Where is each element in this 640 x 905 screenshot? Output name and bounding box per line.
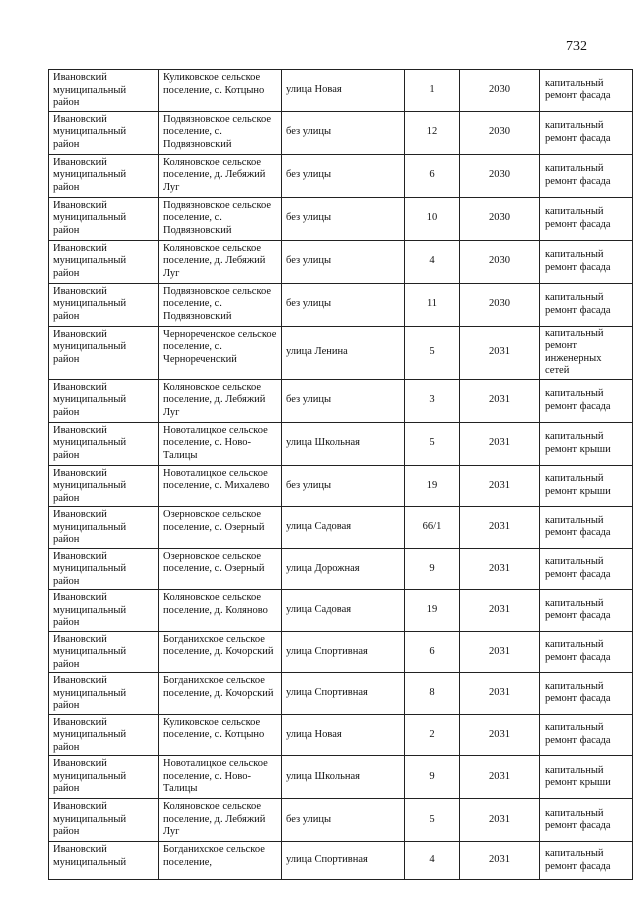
house-number-cell: 2 — [405, 714, 460, 756]
district-cell: Ивановский муниципальный район — [49, 197, 159, 240]
street-cell: улица Спортивная — [282, 631, 405, 673]
street-cell: улица Спортивная — [282, 673, 405, 715]
year-cell: 2030 — [460, 283, 540, 326]
table-row — [49, 548, 633, 590]
table-row — [49, 842, 633, 880]
work-type-cell: капитальный ремонт крыши — [540, 422, 633, 465]
work-type-cell: капитальный ремонт фасада — [540, 548, 633, 590]
work-type-cell: капитальный ремонт инженерных сетей — [540, 326, 633, 379]
table-row — [49, 70, 633, 112]
year-cell: 2031 — [460, 673, 540, 715]
work-type-cell: капитальный ремонт фасада — [540, 714, 633, 756]
year-cell: 2031 — [460, 507, 540, 549]
table-row — [49, 631, 633, 673]
house-number-cell: 5 — [405, 799, 460, 842]
street-cell: улица Ленина — [282, 326, 405, 379]
settlement-cell: Новоталицкое сельское поселение, с. Михалево — [159, 465, 282, 507]
street-cell: улица Школьная — [282, 422, 405, 465]
house-number-cell: 3 — [405, 379, 460, 422]
district-cell: Ивановский муниципальный район — [49, 799, 159, 842]
table-row — [49, 111, 633, 154]
house-number-cell: 9 — [405, 756, 460, 799]
settlement-cell: Богданихское сельское поселение, — [159, 842, 282, 880]
district-cell: Ивановский муниципальный район — [49, 756, 159, 799]
district-cell: Ивановский муниципальный район — [49, 548, 159, 590]
table-row — [49, 422, 633, 465]
table-row — [49, 154, 633, 197]
house-number-cell: 1 — [405, 70, 460, 112]
work-type-cell: капитальный ремонт фасада — [540, 283, 633, 326]
street-cell: без улицы — [282, 465, 405, 507]
work-type-cell: капитальный ремонт фасада — [540, 507, 633, 549]
street-cell: улица Спортивная — [282, 842, 405, 880]
work-type-cell: капитальный ремонт фасада — [540, 240, 633, 283]
settlement-cell: Новоталицкое сельское поселение, с. Ново-Талицы — [159, 756, 282, 799]
house-number-cell: 11 — [405, 283, 460, 326]
table-row — [49, 465, 633, 507]
table-body — [49, 70, 633, 880]
year-cell: 2030 — [460, 197, 540, 240]
house-number-cell: 19 — [405, 465, 460, 507]
settlement-cell: Коляновское сельское поселение, д. Коляново — [159, 590, 282, 632]
street-cell: улица Дорожная — [282, 548, 405, 590]
settlement-cell: Коляновское сельское поселение, д. Лебяжий Луг — [159, 799, 282, 842]
house-number-cell: 66/1 — [405, 507, 460, 549]
settlement-cell: Коляновское сельское поселение, д. Лебяжий Луг — [159, 240, 282, 283]
district-cell: Ивановский муниципальный — [49, 842, 159, 880]
page-number: 732 — [566, 39, 587, 54]
settlement-cell: Куликовское сельское поселение, с. Котцыно — [159, 70, 282, 112]
table-row — [49, 379, 633, 422]
district-cell: Ивановский муниципальный район — [49, 283, 159, 326]
year-cell: 2031 — [460, 590, 540, 632]
district-cell: Ивановский муниципальный район — [49, 507, 159, 549]
year-cell: 2031 — [460, 756, 540, 799]
house-number-cell: 4 — [405, 240, 460, 283]
table-row — [49, 799, 633, 842]
street-cell: улица Новая — [282, 714, 405, 756]
work-type-cell: капитальный ремонт фасада — [540, 590, 633, 632]
work-type-cell: капитальный ремонт фасада — [540, 673, 633, 715]
settlement-cell: Богданихское сельское поселение, д. Кочорский — [159, 631, 282, 673]
year-cell: 2031 — [460, 548, 540, 590]
street-cell: улица Садовая — [282, 590, 405, 632]
year-cell: 2030 — [460, 154, 540, 197]
work-type-cell: капитальный ремонт фасада — [540, 379, 633, 422]
year-cell: 2031 — [460, 842, 540, 880]
district-cell: Ивановский муниципальный район — [49, 70, 159, 112]
street-cell: без улицы — [282, 111, 405, 154]
year-cell: 2031 — [460, 465, 540, 507]
district-cell: Ивановский муниципальный район — [49, 240, 159, 283]
work-type-cell: капитальный ремонт фасада — [540, 842, 633, 880]
house-number-cell: 10 — [405, 197, 460, 240]
settlement-cell: Подвязновское сельское поселение, с. Подвязновский — [159, 283, 282, 326]
table-row — [49, 590, 633, 632]
settlement-cell: Новоталицкое сельское поселение, с. Ново-Талицы — [159, 422, 282, 465]
district-cell: Ивановский муниципальный район — [49, 714, 159, 756]
year-cell: 2030 — [460, 240, 540, 283]
table-row — [49, 673, 633, 715]
district-cell: Ивановский муниципальный район — [49, 422, 159, 465]
table-row — [49, 240, 633, 283]
street-cell: улица Новая — [282, 70, 405, 112]
house-number-cell: 6 — [405, 154, 460, 197]
settlement-cell: Коляновское сельское поселение, д. Лебяжий Луг — [159, 379, 282, 422]
year-cell: 2031 — [460, 799, 540, 842]
house-number-cell: 5 — [405, 422, 460, 465]
settlement-cell: Подвязновское сельское поселение, с. Подвязновский — [159, 197, 282, 240]
work-type-cell: капитальный ремонт фасада — [540, 197, 633, 240]
settlement-cell: Озерновское сельское поселение, с. Озерный — [159, 548, 282, 590]
year-cell: 2030 — [460, 70, 540, 112]
district-cell: Ивановский муниципальный район — [49, 379, 159, 422]
work-type-cell: капитальный ремонт фасада — [540, 70, 633, 112]
street-cell: без улицы — [282, 283, 405, 326]
settlement-cell: Озерновское сельское поселение, с. Озерный — [159, 507, 282, 549]
settlement-cell: Куликовское сельское поселение, с. Котцыно — [159, 714, 282, 756]
work-type-cell: капитальный ремонт фасада — [540, 154, 633, 197]
housing-repair-table — [48, 69, 633, 880]
work-type-cell: капитальный ремонт крыши — [540, 465, 633, 507]
table-row — [49, 714, 633, 756]
house-number-cell: 4 — [405, 842, 460, 880]
settlement-cell: Богданихское сельское поселение, д. Кочорский — [159, 673, 282, 715]
settlement-cell: Подвязновское сельское поселение, с. Подвязновский — [159, 111, 282, 154]
house-number-cell: 12 — [405, 111, 460, 154]
district-cell: Ивановский муниципальный район — [49, 631, 159, 673]
street-cell: улица Школьная — [282, 756, 405, 799]
year-cell: 2031 — [460, 631, 540, 673]
house-number-cell: 19 — [405, 590, 460, 632]
district-cell: Ивановский муниципальный район — [49, 111, 159, 154]
table-row — [49, 507, 633, 549]
work-type-cell: капитальный ремонт крыши — [540, 756, 633, 799]
street-cell: без улицы — [282, 197, 405, 240]
year-cell: 2031 — [460, 422, 540, 465]
table-row — [49, 326, 633, 379]
district-cell: Ивановский муниципальный район — [49, 326, 159, 379]
house-number-cell: 8 — [405, 673, 460, 715]
work-type-cell: капитальный ремонт фасада — [540, 799, 633, 842]
street-cell: без улицы — [282, 379, 405, 422]
year-cell: 2030 — [460, 111, 540, 154]
house-number-cell: 6 — [405, 631, 460, 673]
district-cell: Ивановский муниципальный район — [49, 154, 159, 197]
table-row — [49, 756, 633, 799]
district-cell: Ивановский муниципальный район — [49, 465, 159, 507]
work-type-cell: капитальный ремонт фасада — [540, 111, 633, 154]
table-row — [49, 197, 633, 240]
settlement-cell: Коляновское сельское поселение, д. Лебяжий Луг — [159, 154, 282, 197]
street-cell: без улицы — [282, 799, 405, 842]
district-cell: Ивановский муниципальный район — [49, 590, 159, 632]
street-cell: улица Садовая — [282, 507, 405, 549]
settlement-cell: Чернореченское сельское поселение, с. Чернореченский — [159, 326, 282, 379]
house-number-cell: 9 — [405, 548, 460, 590]
house-number-cell: 5 — [405, 326, 460, 379]
street-cell: без улицы — [282, 240, 405, 283]
street-cell: без улицы — [282, 154, 405, 197]
year-cell: 2031 — [460, 379, 540, 422]
year-cell: 2031 — [460, 714, 540, 756]
year-cell: 2031 — [460, 326, 540, 379]
table-row — [49, 283, 633, 326]
work-type-cell: капитальный ремонт фасада — [540, 631, 633, 673]
district-cell: Ивановский муниципальный район — [49, 673, 159, 715]
